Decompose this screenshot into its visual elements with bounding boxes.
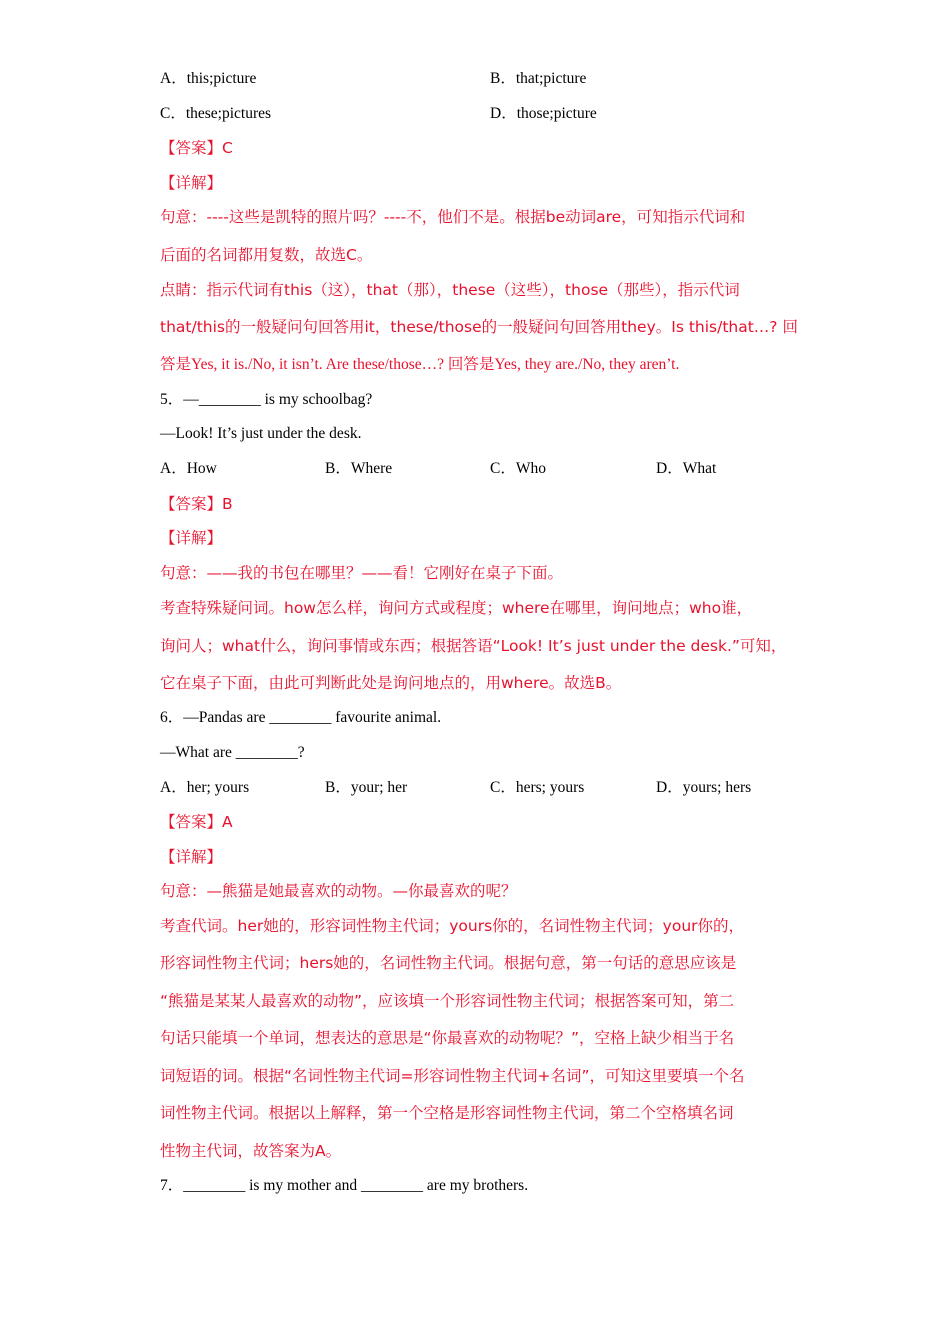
q6-explanation-8: 性物主代词，故答案为A。 — [160, 1141, 342, 1160]
q4-explanation-1: 句意：----这些是凯特的照片吗？----不，他们不是。根据be动词are，可知指示代词和 — [160, 208, 746, 227]
q4-explanation-5: 答是Yes, it is./No, it isn’t. Are these/those…? 回答是Yes, they are./No, they aren’t. — [160, 355, 680, 373]
q6-explanation-4: “熊猫是某某人最喜欢的动物”，应该填一个形容词性物主代词；根据答案可知，第二 — [160, 991, 735, 1010]
q6-explanation-1: 句意：—熊猫是她最喜欢的动物。—你最喜欢的呢？ — [160, 882, 517, 901]
q4-explanation-4: that/this的一般疑问句回答用it，these/those的一般疑问句回答用they。Is this/that…? 回 — [160, 318, 798, 337]
q5-stem: 5．—________ is my schoolbag? — [160, 390, 373, 408]
q5-explanation-1: 句意：——我的书包在哪里？——看！它刚好在桌子下面。 — [160, 563, 564, 582]
q5-option-a: A．How — [160, 460, 217, 478]
q5-answer: 【答案】B — [160, 494, 233, 513]
q6-options-row — [160, 777, 800, 812]
q6-option-a: A．her; yours — [160, 778, 250, 796]
q4-option-a: A．this;picture — [160, 70, 257, 87]
q5-option-c: C．Who — [490, 460, 546, 478]
document-page — [160, 68, 800, 1210]
q6-explanation-6: 词短语的词。根据“名词性物主代词=形容词性物主代词+名词”，可知这里要填一个名 — [160, 1066, 745, 1085]
q5-explanation-3: 询问人；what什么，询问事情或东西；根据答语“Look! It’s just under the desk.”可知， — [160, 636, 787, 655]
q4-explanation-3: 点睛：指示代词有this（这），that（那），these（这些），those（那些），指示代词 — [160, 280, 740, 299]
q5-option-b: B．Where — [325, 460, 393, 478]
q6-stem: 6．—Pandas are ________ favourite animal. — [160, 709, 442, 727]
q6-explanation-3: 形容词性物主代词；hers她的，名词性物主代词。根据句意，第一句话的意思应该是 — [160, 954, 737, 973]
q6-reply: —What are ________? — [160, 743, 305, 761]
q5-detail-label: 【详解】 — [160, 529, 223, 548]
q4-options-row-2 — [160, 103, 800, 138]
q6-explanation-7: 词性物主代词。根据以上解释，第一个空格是形容词性物主代词，第二个空格填名词 — [160, 1104, 734, 1123]
q6-explanation-5: 句话只能填一个单词，想表达的意思是“你最喜欢的动物呢？”，空格上缺少相当于名 — [160, 1029, 735, 1048]
q4-options-row-1 — [160, 68, 800, 103]
q6-detail-label: 【详解】 — [160, 847, 223, 866]
q4-answer: 【答案】C — [160, 139, 233, 158]
q6-explanation-2: 考查代词。her她的，形容词性物主代词；yours你的，名词性物主代词；your你的， — [160, 916, 745, 935]
q6-answer: 【答案】A — [160, 813, 233, 832]
q4-option-b: B．that;picture — [490, 70, 587, 87]
q5-explanation-2: 考查特殊疑问词。how怎么样，询问方式或程度；where在哪里，询问地点；who谁， — [160, 599, 753, 618]
q5-options-row — [160, 458, 800, 493]
q5-explanation-4: 它在桌子下面，由此可判断此处是询问地点的，用where。故选B。 — [160, 674, 622, 693]
q4-detail-label: 【详解】 — [160, 173, 223, 192]
q4-option-d: D．those;picture — [490, 104, 597, 122]
q6-option-c: C．hers; yours — [490, 778, 585, 796]
q5-option-d: D．What — [656, 460, 717, 478]
q7-stem: 7．________ is my mother and ________ are my brothers. — [160, 1176, 529, 1194]
q6-option-d: D．yours; hers — [656, 778, 752, 796]
q4-option-c: C．these;pictures — [160, 104, 272, 122]
q5-reply: —Look! It’s just under the desk. — [160, 425, 362, 443]
q6-option-b: B．your; her — [325, 778, 408, 796]
q4-explanation-2: 后面的名词都用复数，故选C。 — [160, 245, 373, 264]
